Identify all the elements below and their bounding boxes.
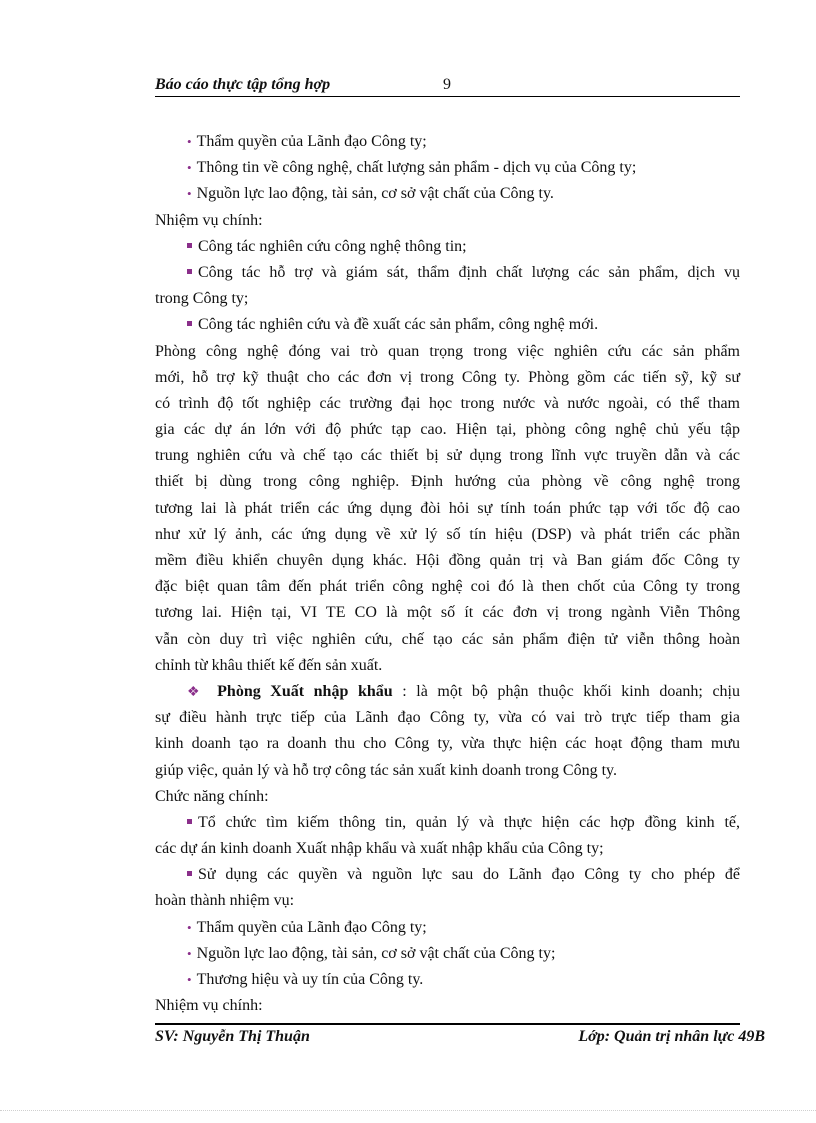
- paragraph-line: giúp việc, quản lý và hỗ trợ công tác sản xuất kinh doanh trong Công ty.: [155, 761, 617, 779]
- list-item: Công tác hỗ trợ và giám sát, thẩm định chất lượng các sản phẩm, dịch vụ: [155, 260, 740, 286]
- diamond-bullet-icon: ❖: [187, 684, 206, 700]
- bullet-dot-icon: •: [187, 972, 192, 987]
- paragraph-line: có trình độ tốt nghiệp các trường đại học trong nước và nước ngoài, có thể tham: [155, 394, 740, 412]
- list-item-continuation: các dự án kinh doanh Xuất nhập khẩu và xuất nhập khẩu của Công ty;: [155, 840, 604, 858]
- report-title: Báo cáo thực tập tổng hợp: [155, 76, 331, 93]
- paragraph-line: thiết bị dùng trong công nghiệp. Định hướng của phòng về công nghệ trong: [155, 473, 740, 491]
- paragraph: [155, 339, 740, 679]
- paragraph-line: tương lai. Hiện tại, VI TE CO là một số ít các đơn vị trong ngành Viễn Thông: [155, 604, 740, 622]
- footer-divider: [155, 1023, 740, 1025]
- list-item-continuation: trong Công ty;: [155, 290, 249, 308]
- page-body: [155, 129, 740, 1019]
- page-header: [155, 74, 740, 97]
- list-item: • Thông tin về công nghệ, chất lượng sản phẩm - dịch vụ của Công ty;: [187, 159, 637, 177]
- bullet-square-icon: [187, 871, 192, 876]
- bullet-dot-icon: •: [187, 186, 192, 202]
- list-item: • Nguồn lực lao động, tài sản, cơ sở vật chất của Công ty;: [187, 944, 556, 962]
- tasks-label: Nhiệm vụ chính:: [155, 211, 263, 229]
- section-heading: Phòng Xuất nhập khẩu: [217, 682, 393, 700]
- page-number: 9: [443, 76, 451, 93]
- paragraph-line: mềm điều khiển chuyên dụng khác. Hội đồng quản trị và Ban giám đốc Công ty: [155, 552, 740, 569]
- paragraph-line: kinh doanh tạo ra doanh thu cho Công ty, vừa thực hiện các hoạt động tham mưu: [155, 735, 740, 753]
- list-item: • Thẩm quyền của Lãnh đạo Công ty;: [187, 133, 427, 150]
- list-item: Công tác nghiên cứu công nghệ thông tin;: [155, 234, 740, 260]
- bullet-square-icon: [187, 321, 192, 326]
- list-item: • Nguồn lực lao động, tài sản, cơ sở vật chất của Công ty.: [187, 185, 554, 203]
- paragraph-line: như xử lý ảnh, các ứng dụng về xử lý số tín hiệu (DSP) và phát triển các phần: [155, 525, 740, 543]
- functions-label: Chức năng chính:: [155, 787, 269, 805]
- class-name: Lớp: Quản trị nhân lực 49B: [578, 1028, 765, 1045]
- list-item: • Thương hiệu và uy tín của Công ty.: [187, 971, 424, 988]
- paragraph-line: mới, hỗ trợ kỹ thuật cho các đơn vị trong Công ty. Phòng gồm các tiến sỹ, kỹ sư: [155, 368, 740, 386]
- paragraph-line: đặc biệt quan tâm đến phát triển công nghệ coi đó là then chốt của Công ty trong: [155, 578, 740, 596]
- bullet-dot-icon: •: [187, 945, 192, 961]
- bullet-dot-icon: •: [187, 134, 192, 149]
- bullet-square-icon: [187, 243, 192, 248]
- paragraph-line: trung nghiên cứu và chế tạo các thiết bị sử dụng trong lĩnh vực truyền dẫn và các: [155, 447, 740, 465]
- list-item: • Thẩm quyền của Lãnh đạo Công ty;: [187, 918, 427, 936]
- page-edge-divider: [0, 1110, 816, 1111]
- paragraph-line: Phòng công nghệ đóng vai trò quan trọng trong việc nghiên cứu các sản phẩm: [155, 342, 740, 360]
- paragraph-line: vẫn còn duy trì việc nghiên cứu, chế tạo các sản phẩm điện tử viễn thông hoàn: [155, 630, 740, 648]
- bullet-dot-icon: •: [187, 160, 192, 176]
- bullet-square-icon: [187, 269, 192, 274]
- paragraph-line: chỉnh từ khâu thiết kế đến sản xuất.: [155, 656, 383, 674]
- list-item: Công tác nghiên cứu và đề xuất các sản phẩm, công nghệ mới.: [155, 312, 740, 338]
- tasks-label: Nhiệm vụ chính:: [155, 997, 263, 1015]
- list-item: Sử dụng các quyền và nguồn lực sau do Lãnh đạo Công ty cho phép để: [155, 862, 740, 888]
- paragraph-line: tương lai là phát triển các ứng dụng đòi hỏi sự tính toán phức tạp với tốc độ cao: [155, 499, 740, 517]
- paragraph-line: sự điều hành trực tiếp của Lãnh đạo Công ty, vừa có vai trò trực tiếp tham gia: [155, 709, 740, 727]
- bullet-dot-icon: •: [187, 919, 192, 935]
- section-intro: ❖ Phòng Xuất nhập khẩu : là một bộ phận thuộc khối kinh doanh; chịu: [187, 682, 741, 700]
- paragraph-line: gia các dự án lớn với độ phức tạp cao. Hiện tại, phòng công nghệ chủ yếu tập: [155, 421, 740, 439]
- bullet-square-icon: [187, 819, 192, 824]
- list-item: Tổ chức tìm kiếm thông tin, quản lý và thực hiện các hợp đồng kinh tế,: [155, 810, 740, 836]
- list-item-continuation: hoàn thành nhiệm vụ:: [155, 892, 295, 910]
- student-name: SV: Nguyễn Thị Thuận: [155, 1028, 310, 1045]
- page-footer: [155, 1028, 765, 1050]
